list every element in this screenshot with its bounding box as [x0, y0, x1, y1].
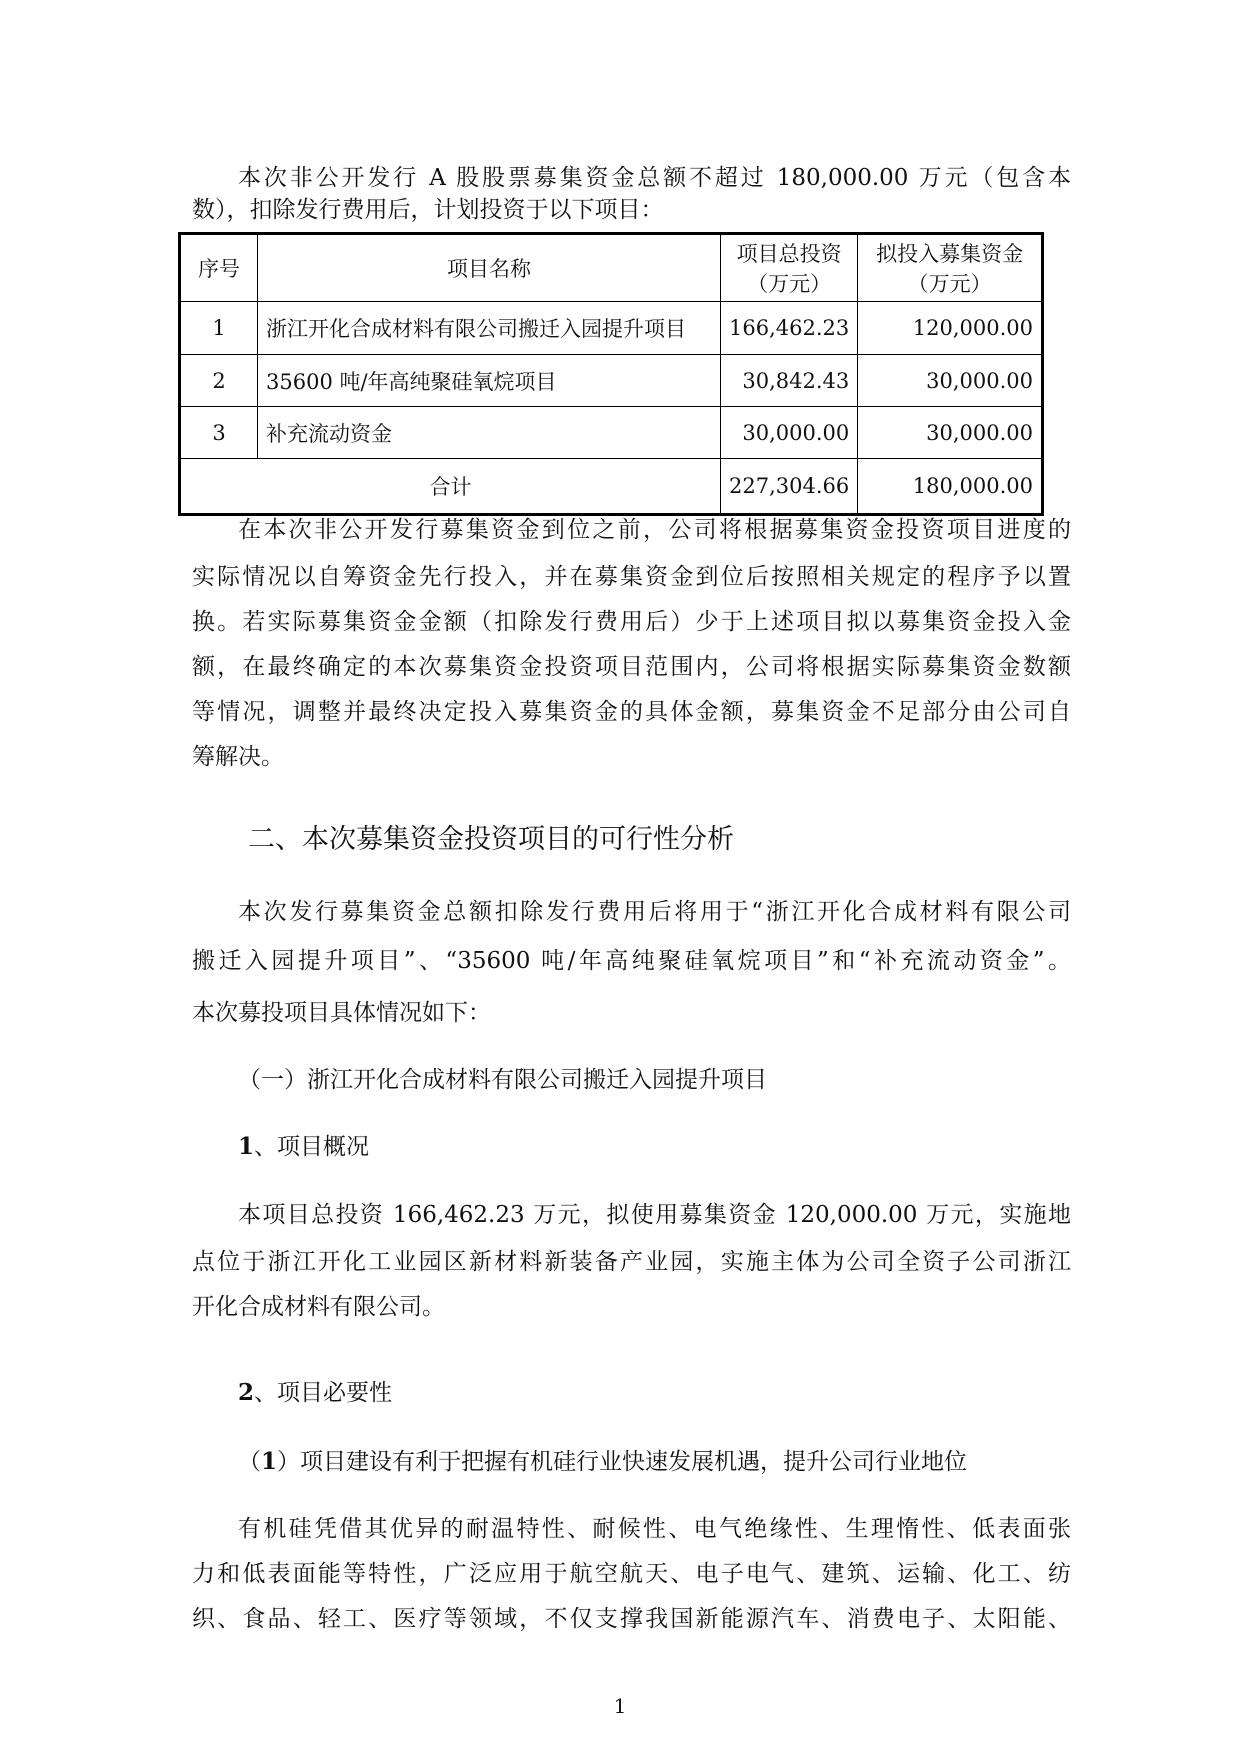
para-line: 等情况，调整并最终决定投入募集资金的具体金额，募集资金不足部分由公司自 [192, 699, 1071, 725]
sub-item-heading [238, 1447, 967, 1477]
para-line: 点位于浙江开化工业园区新材料新装备产业园，实施主体为公司全资子公司浙江 [192, 1249, 1071, 1275]
cell: 30,000.00 [858, 355, 1043, 407]
para-line: 本项目总投资 166,462.23 万元，拟使用募集资金 120,000.00 万元，实施地 [238, 1202, 1071, 1228]
cell: 浙江开化合成材料有限公司搬迁入园提升项目 [258, 302, 721, 355]
cell: 30,842.43 [721, 355, 858, 407]
table-row [180, 302, 1043, 355]
page-number: 1 [613, 1694, 627, 1718]
intro-line: 本次非公开发行 A 股股票募集资金总额不超过 180,000.00 万元（包含本 [238, 165, 1071, 191]
header-cell: 拟投入募集资金（万元） [858, 234, 1043, 302]
cell: 120,000.00 [858, 302, 1043, 355]
para-line: 筹解决。 [192, 744, 284, 770]
para-line: 本次募投项目具体情况如下： [192, 1000, 491, 1026]
subsection-heading: （一）浙江开化合成材料有限公司搬迁入园提升项目 [238, 1067, 767, 1093]
cell: 2 [180, 355, 258, 407]
item-heading [238, 1378, 392, 1408]
table-header-row [180, 234, 1043, 302]
para-line: 织、食品、轻工、医疗等领域，不仅支撑我国新能源汽车、消费电子、太阳能、 [192, 1606, 1071, 1632]
cell: 30,000.00 [858, 407, 1043, 459]
total-label: 合计 [180, 459, 721, 515]
item-number: 2 [238, 1379, 255, 1406]
item-heading [238, 1132, 369, 1162]
item-number: 1 [238, 1133, 255, 1160]
cell: 补充流动资金 [258, 407, 721, 459]
cell: 35600 吨/年高纯聚硅氧烷项目 [258, 355, 721, 407]
para-line: 额，在最终确定的本次募集资金投资项目范围内，公司将根据实际募集资金数额 [192, 654, 1071, 680]
total-cell: 180,000.00 [858, 459, 1043, 515]
para-line: 搬迁入园提升项目”、“35600 吨/年高纯聚硅氧烷项目”和“补充流动资金”。 [192, 948, 1071, 974]
para-line: 换。若实际募集资金金额（扣除发行费用后）少于上述项目拟以募集资金投入金 [192, 609, 1071, 635]
header-cell: 项目总投资（万元） [721, 234, 858, 302]
intro-line: 数），扣除发行费用后，计划投资于以下项目： [192, 197, 664, 223]
para-line: 本次发行募集资金总额扣除发行费用后将用于“浙江开化合成材料有限公司 [238, 899, 1071, 925]
cell: 30,000.00 [721, 407, 858, 459]
item-title: 、项目概况 [254, 1134, 370, 1160]
header-cell: 项目名称 [258, 234, 721, 302]
header-cell: 序号 [180, 234, 258, 302]
section-heading: 二、本次募集资金投资项目的可行性分析 [248, 824, 734, 855]
cell: 1 [180, 302, 258, 355]
cell: 3 [180, 407, 258, 459]
para-line: 在本次非公开发行募集资金到位之前，公司将根据募集资金投资项目进度的 [238, 517, 1071, 543]
cell: 166,462.23 [721, 302, 858, 355]
sub-item-number: 1 [261, 1448, 278, 1475]
table-total-row [180, 459, 1043, 515]
para-line: 实际情况以自筹资金先行投入，并在募集资金到位后按照相关规定的程序予以置 [192, 564, 1071, 590]
para-line: 有机硅凭借其优异的耐温特性、耐候性、电气绝缘性、生理惰性、低表面张 [238, 1516, 1071, 1542]
para-line: 开化合成材料有限公司。 [192, 1294, 445, 1320]
table-row [180, 407, 1043, 459]
para-line: 力和低表面能等特性，广泛应用于航空航天、电子电气、建筑、运输、化工、纺 [192, 1561, 1071, 1587]
sub-item-title: ）项目建设有利于把握有机硅行业快速发展机遇，提升公司行业地位 [277, 1449, 968, 1475]
projects-table [178, 232, 1044, 516]
item-title: 、项目必要性 [254, 1380, 393, 1406]
total-cell: 227,304.66 [721, 459, 858, 515]
paren-open: （ [238, 1449, 261, 1475]
table-row [180, 355, 1043, 407]
